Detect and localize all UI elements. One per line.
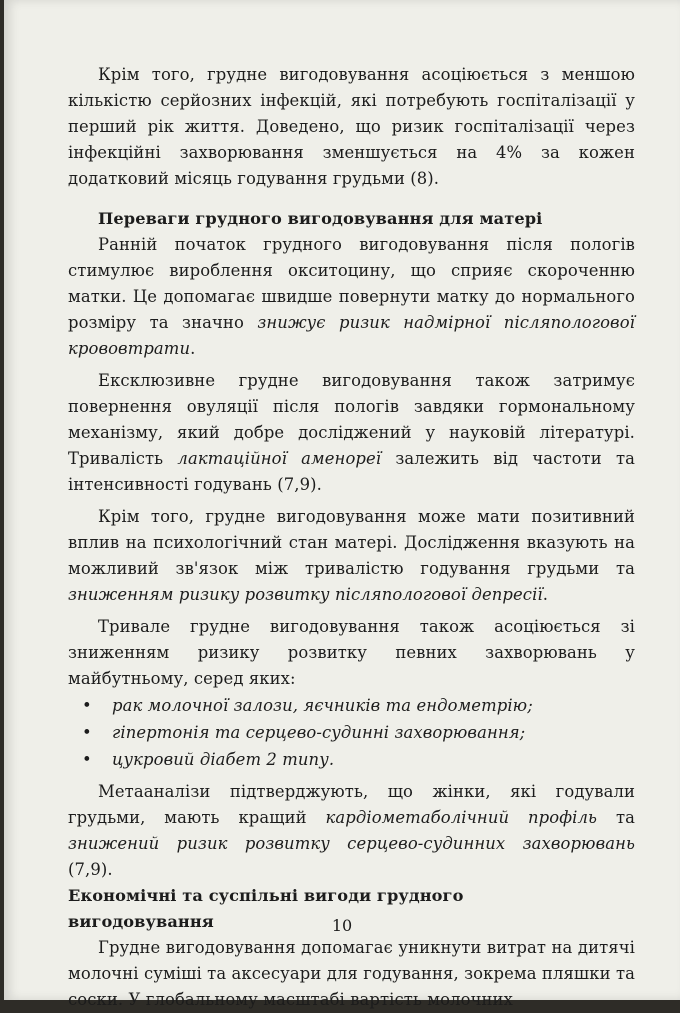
bullet-icon: • (82, 696, 92, 715)
list-item-text: гіпертонія та серцево-судинні захворювання; (112, 723, 526, 742)
disease-list (68, 692, 635, 773)
text-period: . (190, 339, 196, 358)
heading-mother-benefits: Переваги грудного вигодовування для матері (98, 209, 543, 228)
page-number: 10 (331, 916, 353, 935)
emphasis-amenorrhea: лактаційної аменореї (177, 449, 382, 468)
heading-line-1: Економічні та суспільні вигоди грудного (68, 886, 464, 905)
paragraph-hospitalization: Крім того, грудне вигодовування асоціюється з меншою кількістю серйозних інфекцій, які потребують госпіталізації у перший рік життя. Доведено, що ризик госпіталізації через інфекційні захворювання зменшується на 4% за кожен додатковий місяць годування грудьми (8). (68, 65, 635, 188)
text-oxytocin: Ранній початок грудного вигодовування після пологів стимулює вироблення окситоцину, що сприяє скороченню матки. Це допомагає швидше повернути матку до нормального розміру та значно (68, 235, 635, 332)
book-page (4, 0, 680, 1009)
list-item-text: цукровий діабет 2 типу. (112, 750, 335, 769)
text-and: та (597, 808, 635, 827)
emphasis-depression: зниженням ризику розвитку післяпологової депресії (68, 585, 543, 604)
paragraph-diseases-intro: Тривале грудне вигодовування також асоціюється зі зниженням ризику розвитку певних захворювань у майбутньому, серед яких: (68, 617, 635, 688)
text-frequency: залежить від частоти та інтенсивності годувань (7,9). (68, 449, 635, 494)
text-period: . (542, 585, 549, 604)
list-item (82, 746, 635, 773)
list-item (82, 719, 635, 746)
bullet-icon: • (82, 723, 92, 742)
bullet-icon: • (82, 750, 92, 769)
page-content (68, 62, 635, 1013)
paragraph-meta-analysis (68, 779, 635, 883)
text-citation: (7,9). (68, 860, 113, 879)
text-ovulation: Ексклюзивне грудне вигодовування також затримує повернення овуляції після пологів завдяки гормональному механізму, який добре досліджений у науковій літературі. Тривалість (68, 371, 635, 468)
text-meta-analysis: Метааналізи підтверджують, що жінки, які годували грудьми, мають кращий (68, 782, 635, 827)
emphasis-cardiovascular-risk: знижений ризик розвитку серцево-судинних захворювань (68, 834, 635, 853)
paragraph-psychology (68, 504, 635, 608)
text-psychology: Крім того, грудне вигодовування може мати позитивний вплив на психологічний стан матері. Дослідження вказують на можливий зв'язок між тривалістю годування грудьми та (68, 507, 635, 578)
emphasis-cardiometabolic: кардіометаболічний профіль (325, 808, 598, 827)
emphasis-bleeding-risk: знижує ризик надмірної післяпологової крововтрати (68, 313, 635, 358)
paragraph-oxytocin (68, 232, 635, 362)
list-item-text: рак молочної залози, яєчників та ендометрію; (112, 696, 533, 715)
paragraph-costs: Грудне вигодовування допомагає уникнути витрат на дитячі молочні суміші та аксесуари для годування, зокрема пляшки та соски. У глобальному масштабі вартість молочних (68, 938, 635, 1009)
paragraph-ovulation (68, 368, 635, 498)
list-item (82, 692, 635, 719)
heading-line-2: вигодовування (68, 912, 214, 931)
